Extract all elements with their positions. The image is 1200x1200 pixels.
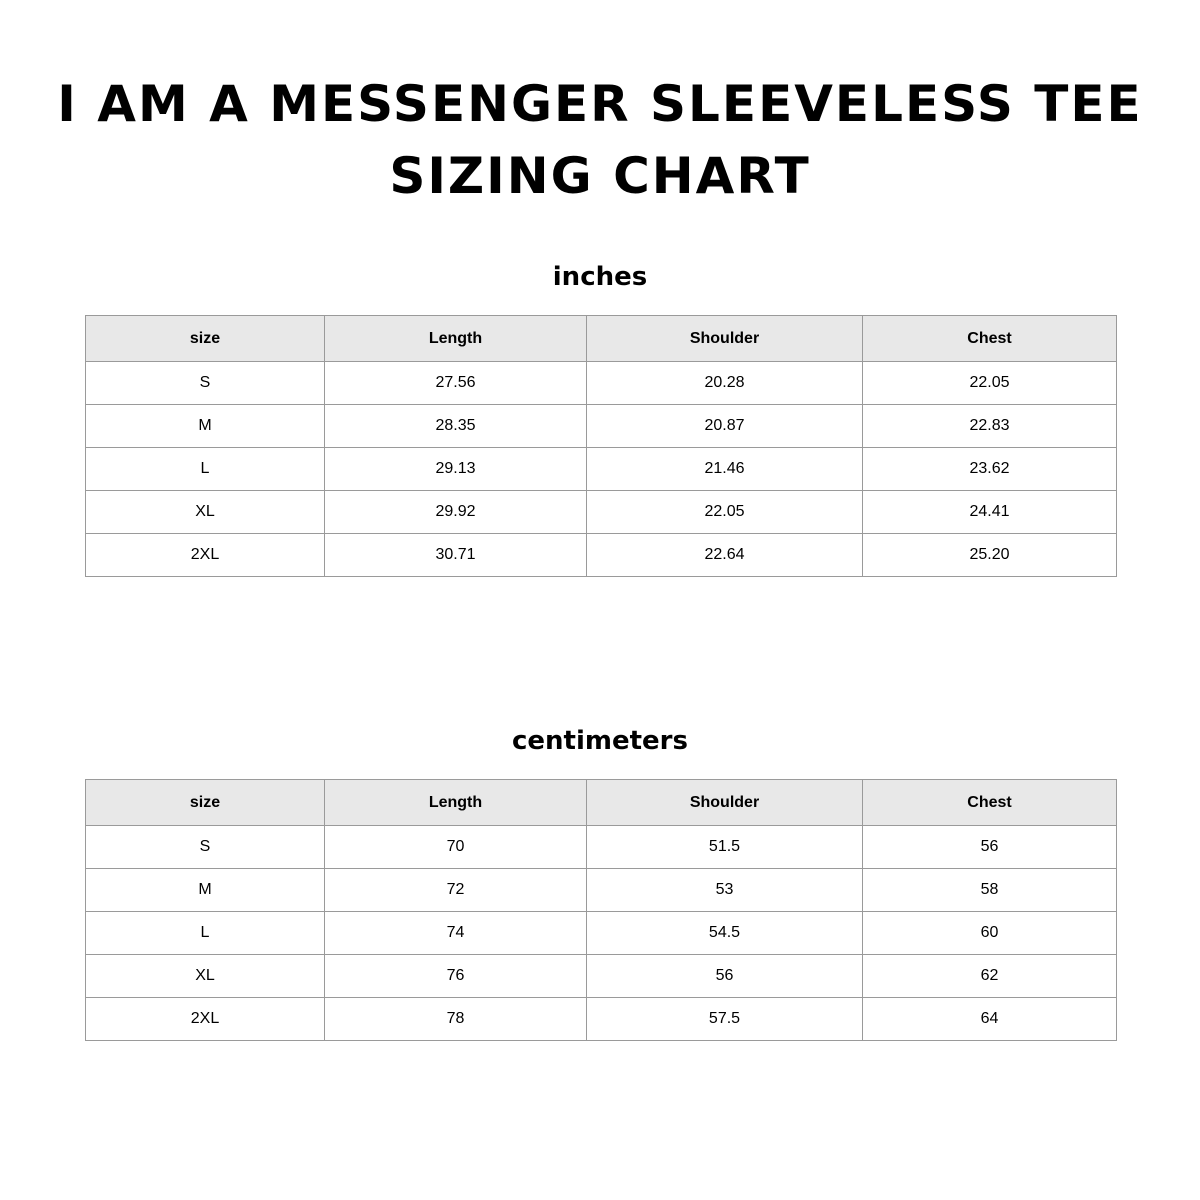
page-title-line-1: I AM A MESSENGER SLEEVELESS TEE [57, 75, 1143, 133]
cell-shoulder: 20.28 [587, 362, 863, 405]
cell-size: 2XL [86, 998, 325, 1041]
cell-shoulder: 22.64 [587, 534, 863, 577]
cell-length: 27.56 [325, 362, 587, 405]
cell-shoulder: 53 [587, 869, 863, 912]
cell-chest: 24.41 [863, 491, 1117, 534]
cell-shoulder: 56 [587, 955, 863, 998]
cell-length: 29.13 [325, 448, 587, 491]
table-row [86, 405, 1117, 448]
table-row [86, 491, 1117, 534]
table-header-row [86, 316, 1117, 362]
cell-chest: 22.83 [863, 405, 1117, 448]
cell-length: 28.35 [325, 405, 587, 448]
cell-shoulder: 20.87 [587, 405, 863, 448]
table-row [86, 448, 1117, 491]
cell-chest: 22.05 [863, 362, 1117, 405]
inches-size-table [85, 315, 1117, 577]
table-header-row [86, 780, 1117, 826]
centimeters-size-table [85, 779, 1117, 1041]
column-header-chest: Chest [863, 316, 1117, 362]
cell-length: 78 [325, 998, 587, 1041]
cell-chest: 62 [863, 955, 1117, 998]
cell-length: 70 [325, 826, 587, 869]
cell-size: XL [86, 491, 325, 534]
inches-heading: inches [552, 262, 648, 292]
column-header-length: Length [325, 316, 587, 362]
cell-size: S [86, 362, 325, 405]
page-title-line-2: SIZING CHART [389, 147, 811, 205]
column-header-shoulder: Shoulder [587, 780, 863, 826]
table-row [86, 826, 1117, 869]
cell-chest: 58 [863, 869, 1117, 912]
cell-shoulder: 51.5 [587, 826, 863, 869]
table-row [86, 362, 1117, 405]
cell-size: M [86, 405, 325, 448]
column-header-size: size [86, 316, 325, 362]
cell-shoulder: 54.5 [587, 912, 863, 955]
column-header-chest: Chest [863, 780, 1117, 826]
cell-size: L [86, 912, 325, 955]
table-row [86, 955, 1117, 998]
cell-chest: 60 [863, 912, 1117, 955]
table-row [86, 998, 1117, 1041]
cell-chest: 23.62 [863, 448, 1117, 491]
cell-size: S [86, 826, 325, 869]
table-row [86, 912, 1117, 955]
cell-chest: 56 [863, 826, 1117, 869]
cell-chest: 25.20 [863, 534, 1117, 577]
cell-length: 72 [325, 869, 587, 912]
column-header-length: Length [325, 780, 587, 826]
cell-size: XL [86, 955, 325, 998]
cell-size: L [86, 448, 325, 491]
column-header-shoulder: Shoulder [587, 316, 863, 362]
cell-shoulder: 22.05 [587, 491, 863, 534]
cell-size: 2XL [86, 534, 325, 577]
cell-shoulder: 21.46 [587, 448, 863, 491]
cell-chest: 64 [863, 998, 1117, 1041]
cell-size: M [86, 869, 325, 912]
table-row [86, 534, 1117, 577]
table-row [86, 869, 1117, 912]
cell-length: 76 [325, 955, 587, 998]
cell-shoulder: 57.5 [587, 998, 863, 1041]
centimeters-heading: centimeters [512, 726, 688, 756]
cell-length: 29.92 [325, 491, 587, 534]
column-header-size: size [86, 780, 325, 826]
cell-length: 74 [325, 912, 587, 955]
cell-length: 30.71 [325, 534, 587, 577]
